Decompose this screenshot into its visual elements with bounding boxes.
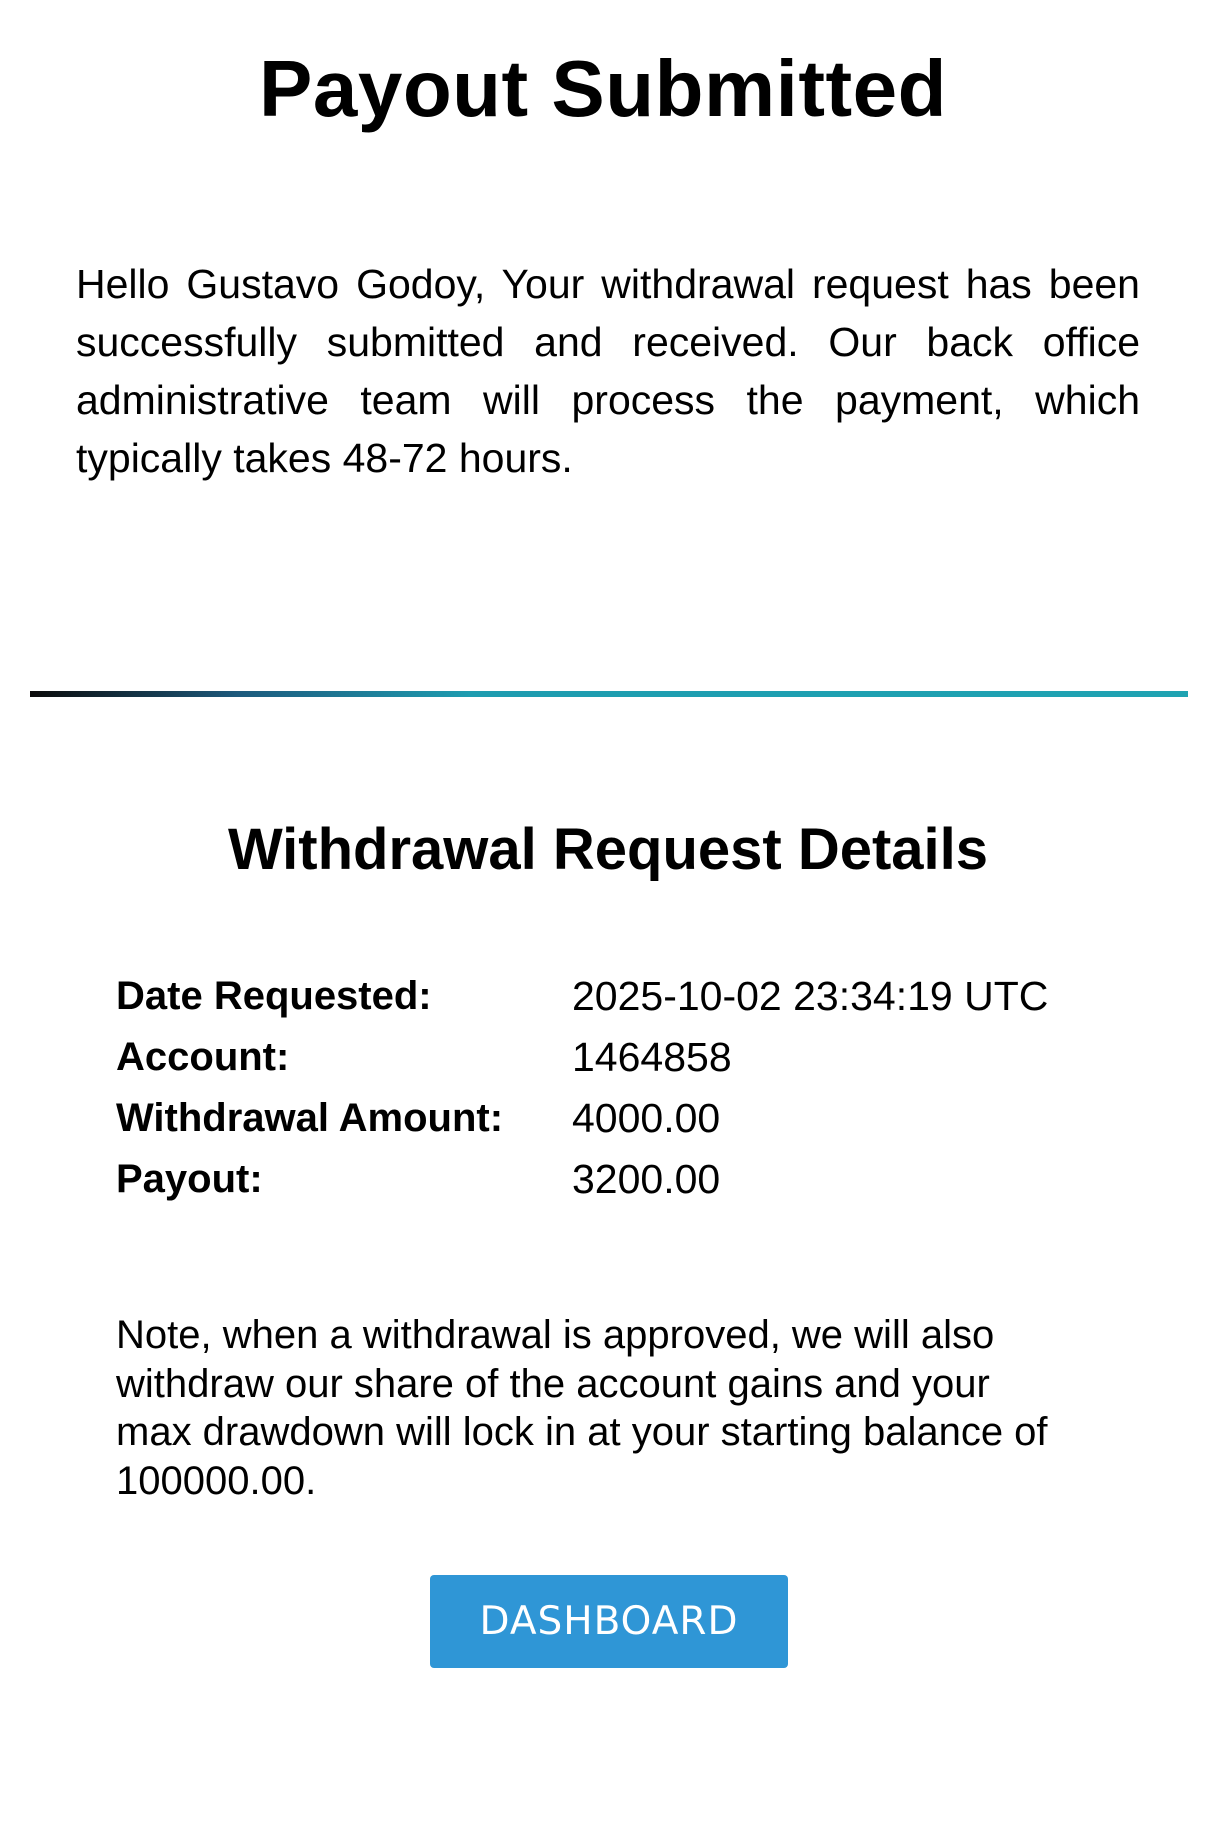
- dashboard-button[interactable]: DASHBOARD: [430, 1575, 788, 1668]
- detail-row-account: [116, 1027, 1096, 1088]
- detail-label: Withdrawal Amount:: [116, 1096, 504, 1140]
- detail-label: Date Requested:: [116, 974, 432, 1018]
- detail-row-date-requested: [116, 966, 1096, 1027]
- detail-value: 4000.00: [572, 1095, 721, 1141]
- details-title: Withdrawal Request Details: [227, 817, 989, 882]
- withdrawal-note: Note, when a withdrawal is approved, we will also withdraw our share of the account gains and your max drawdown will lock in at your starting balance of 100000.00.: [116, 1313, 1048, 1503]
- detail-value: 1464858: [572, 1034, 732, 1080]
- page-title: Payout Submitted: [258, 44, 948, 133]
- detail-label: Account:: [116, 1035, 290, 1079]
- detail-label: Payout:: [116, 1157, 263, 1201]
- detail-value: 3200.00: [572, 1156, 721, 1202]
- section-divider: [30, 691, 1188, 697]
- detail-row-withdrawal-amount: [116, 1088, 1096, 1149]
- intro-message: Hello Gustavo Godoy, Your withdrawal request has been successfully submitted and received. Our back office administrative team will process the payment, which typically takes 48-72 hours.: [76, 261, 1140, 481]
- detail-row-payout: [116, 1149, 1096, 1210]
- detail-value: 2025-10-02 23:34:19 UTC: [572, 973, 1049, 1019]
- details-list: [116, 966, 1096, 1210]
